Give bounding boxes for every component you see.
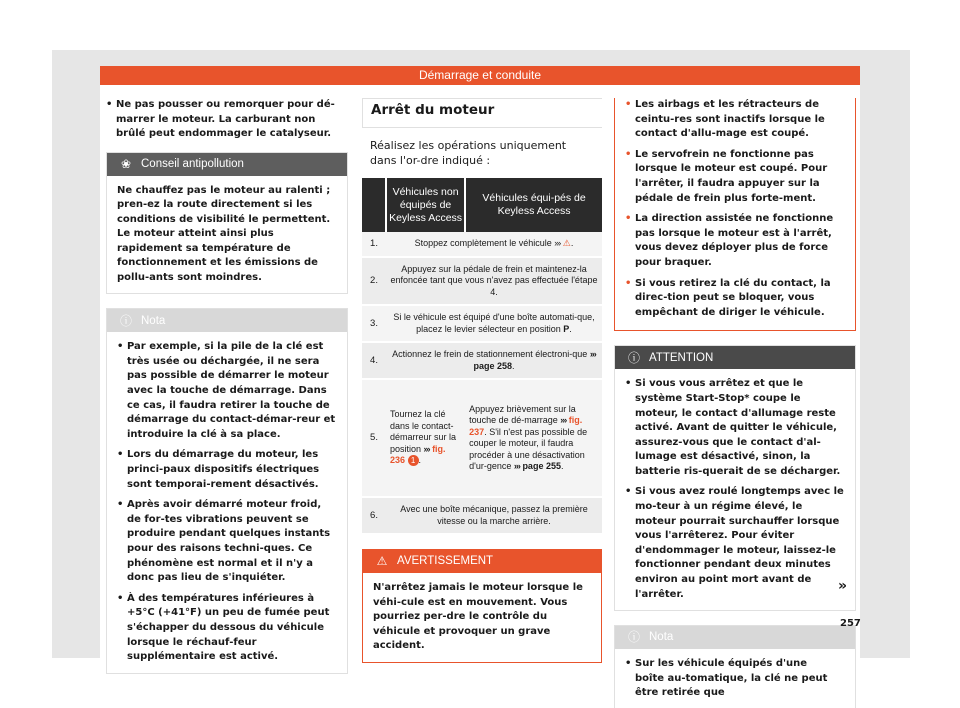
list-item: • La direction assistée ne fonctionne pas lorsque le moteur est à l'arrêt, vous devez déployer plus de force pour braquer. bbox=[625, 213, 834, 268]
table-row: 5. Tournez la clé dans le contact-démarreur sur la position ››› fig. 236 1 . Appuyez brièvement sur la touche de dé-marrage ››› fig. 237. S'il n'est pas possible de couper le moteur, il faudra procéder à une désactivation d'ur-gence ››› page 255. bbox=[362, 379, 602, 497]
list-item: • Ne pas pousser ou remorquer pour dé-marrer le moteur. La carburant non brûlé peut endommager le catalyseur. bbox=[106, 99, 335, 140]
note-box bbox=[106, 308, 348, 673]
table-header-keyless: Véhicules équi-pés de Keyless Access bbox=[465, 178, 602, 232]
alert-circle-icon: ⓘ bbox=[627, 350, 640, 365]
list-item: • Les airbags et les rétracteurs de ceintu-res sont inactifs lorsque le contact d'allu-mage est coupé. bbox=[625, 99, 825, 140]
attention-header: ⓘ ATTENTION bbox=[615, 346, 855, 369]
table-header-no-keyless: Véhicules non équipés de Keyless Access bbox=[386, 178, 465, 232]
attention-body bbox=[615, 369, 855, 610]
note-header: ⓘ Nota bbox=[615, 626, 855, 649]
note-header: ⓘ Nota bbox=[107, 309, 347, 332]
table-header-num bbox=[362, 178, 386, 232]
tip-header: ❀ Conseil antipollution bbox=[107, 153, 347, 176]
warning-triangle-icon: ⚠ bbox=[562, 238, 571, 248]
table-row: 1. Stoppez complètement le véhicule ››› ⚠. bbox=[362, 232, 602, 257]
warning-box bbox=[362, 549, 602, 663]
page-link[interactable]: page 255 bbox=[522, 461, 561, 471]
warning-continued-box bbox=[614, 98, 856, 331]
warning-header: ⚠ AVERTISSEMENT bbox=[363, 550, 601, 573]
figure-link[interactable]: fig. 237 bbox=[469, 415, 583, 437]
warning-body: N'arrêtez jamais le moteur lorsque le véhi-cule est en mouvement. Vous pourriez per-dre le contrôle du véhicule et provoquer un grave accident. bbox=[373, 582, 583, 651]
continued-mark: » bbox=[838, 578, 848, 594]
steps-table bbox=[362, 178, 602, 535]
tip-box bbox=[106, 152, 348, 295]
list-item: • Lors du démarrage du moteur, les princi-paux dispositifs électriques sont temporai-rement désactivés. bbox=[117, 449, 320, 490]
info-icon: ⓘ bbox=[627, 630, 640, 645]
section-title: Arrêt du moteur bbox=[362, 98, 602, 128]
list-item: • Si vous avez roulé longtemps avec le mo-teur à un régime élevé, le moteur pourrait surchauffer lorsque vous l'arrêterez. Pour éviter d'endommager le moteur, laissez-le fonctionner pendant deux minutes environ au point mort avant de l'arrêter. bbox=[625, 486, 844, 600]
figure-link[interactable]: fig. 236 bbox=[390, 443, 446, 466]
callout-marker: 1 bbox=[408, 455, 419, 466]
intro-text: Réalisez les opérations uniquement dans l'or-dre indiqué : bbox=[370, 139, 567, 167]
page-link[interactable]: page 258 bbox=[473, 360, 512, 371]
table-row: 6. Avec une boîte mécanique, passez la première vitesse ou la marche arrière. bbox=[362, 497, 602, 534]
chapter-header: Démarrage et conduite bbox=[100, 66, 860, 85]
tip-body: Ne chauffez pas le moteur au ralenti ; pren-ez la route directement si les conditions de visibilité le permettent. Le moteur atteint ainsi plus rapidement sa température de fonctionnement et les émissions de pollu-ants sont moindres. bbox=[117, 184, 331, 283]
note-box bbox=[614, 625, 856, 708]
attention-box bbox=[614, 345, 856, 611]
leaf-icon: ❀ bbox=[120, 157, 132, 172]
note-body bbox=[615, 649, 855, 708]
note-body bbox=[107, 332, 347, 672]
info-icon: ⓘ bbox=[119, 313, 132, 328]
list-item: • À des températures inférieures à +5°C (+41°F) un peu de fumée peut s'échapper du dessous du véhicule lorsque le réchauf-feur supplémentaire est activé. bbox=[117, 592, 330, 663]
column-left bbox=[106, 98, 348, 674]
list-item: • Sur les véhicule équipés d'une boîte au-tomatique, la clé ne peut être retirée que bbox=[625, 658, 828, 699]
warning-triangle-icon: ⚠ bbox=[376, 554, 388, 569]
list-item: • Le servofrein ne fonctionne pas lorsque le moteur est coupé. Pour l'arrêter, il faudra appuyer sur la pédale de frein plus forte-ment. bbox=[625, 148, 828, 204]
table-row: 3. Si le véhicule est équipé d'une boîte automati-que, placez le levier sélecteur en position P. bbox=[362, 305, 602, 342]
column-middle bbox=[362, 98, 602, 663]
table-row: 4. Actionnez le frein de stationnement électroni-que ››› page 258. bbox=[362, 342, 602, 379]
list-item: • Si vous retirez la clé du contact, la direc-tion peut se bloquer, vous empêchant de diriger le véhicule. bbox=[625, 277, 831, 318]
list-item: • Par exemple, si la pile de la clé est très usée ou déchargée, il ne sera pas possible de démarrer le moteur avec la touche de démarrage. Dans ce cas, il faudra retirer la touche de démarrage du contact-démar-reur et introduire la clé à sa place. bbox=[117, 341, 336, 440]
column-right bbox=[614, 98, 856, 708]
table-row: 2. Appuyez sur la pédale de frein et maintenez-la enfoncée tant que vous n'avez pas effectuée l'étape 4. bbox=[362, 257, 602, 306]
list-item: • Après avoir démarré moteur froid, de for-tes vibrations peuvent se produire pendant quelques instants pour des raisons techni-ques. Ce phénomène est normal et il n'y a donc pas lieu de s'inquiéter. bbox=[117, 499, 331, 584]
list-item: • Si vous vous arrêtez et que le système Start-Stop* coupe le moteur, le contact d'allumage reste activé. Avant de quitter le véhicule, assurez-vous que le contact d'al-lumage est désactivé, sinon, la batterie ris-querait de se décharger. bbox=[625, 378, 841, 477]
page-number: 257 bbox=[840, 618, 861, 629]
